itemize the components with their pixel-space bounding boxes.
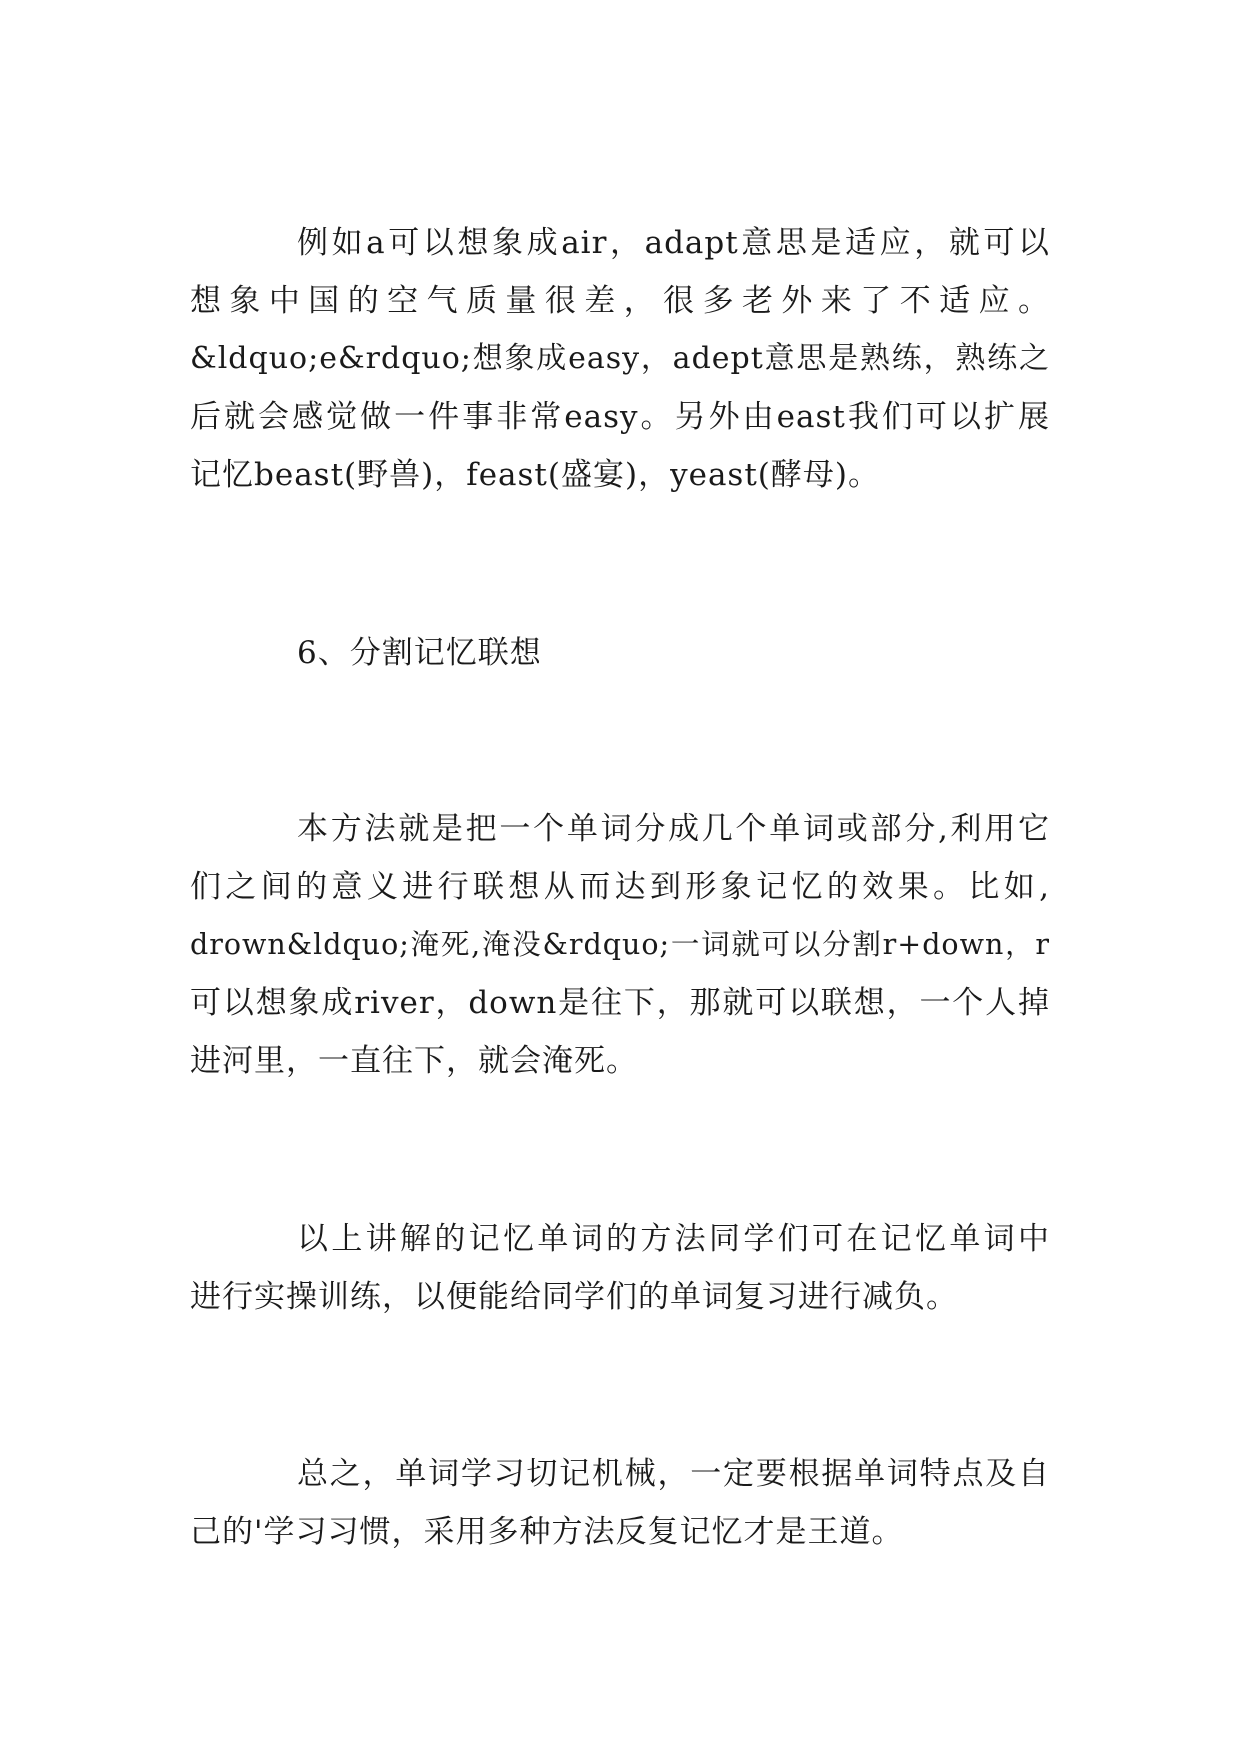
- paragraph-line: 想象中国的空气质量很差，很多老外来了不适应。: [190, 283, 1050, 319]
- paragraph-line: 总之，单词学习切记机械，一定要根据单词特点及自: [297, 1456, 1050, 1492]
- paragraph-line: drown&ldquo;淹死,淹没&rdquo;一词就可以分割r+down，r: [190, 928, 1050, 961]
- paragraph-line: &ldquo;e&rdquo;想象成easy，adept意思是熟练，熟练之: [190, 341, 1050, 376]
- paragraph-association-examples: [190, 214, 1050, 504]
- paragraph-practice: [190, 1210, 1050, 1326]
- paragraph-conclusion: [190, 1445, 1050, 1561]
- paragraph-split-memory: [190, 800, 1050, 1090]
- paragraph-line: 以上讲解的记忆单词的方法同学们可在记忆单词中: [297, 1221, 1050, 1257]
- section-heading: [190, 624, 1050, 682]
- section-heading-text: 6、分割记忆联想: [297, 635, 542, 671]
- paragraph-line: 可以想象成river，down是往下，那就可以联想，一个人掉: [190, 985, 1050, 1021]
- paragraph-line: 们之间的意义进行联想从而达到形象记忆的效果。比如,: [190, 869, 1050, 905]
- paragraph-line: 己的'学习习惯，采用多种方法反复记忆才是王道。: [190, 1514, 904, 1550]
- paragraph-line: 进行实操训练，以便能给同学们的单词复习进行减负。: [190, 1279, 958, 1315]
- paragraph-line: 记忆beast(野兽)，feast(盛宴)，yeast(酵母)。: [190, 457, 880, 493]
- paragraph-line: 本方法就是把一个单词分成几个单词或部分,利用它: [297, 811, 1050, 847]
- paragraph-line: 例如a可以想象成air，adapt意思是适应，就可以: [297, 225, 1050, 261]
- paragraph-line: 进河里，一直往下，就会淹死。: [190, 1043, 638, 1079]
- paragraph-line: 后就会感觉做一件事非常easy。另外由east我们可以扩展: [190, 399, 1050, 435]
